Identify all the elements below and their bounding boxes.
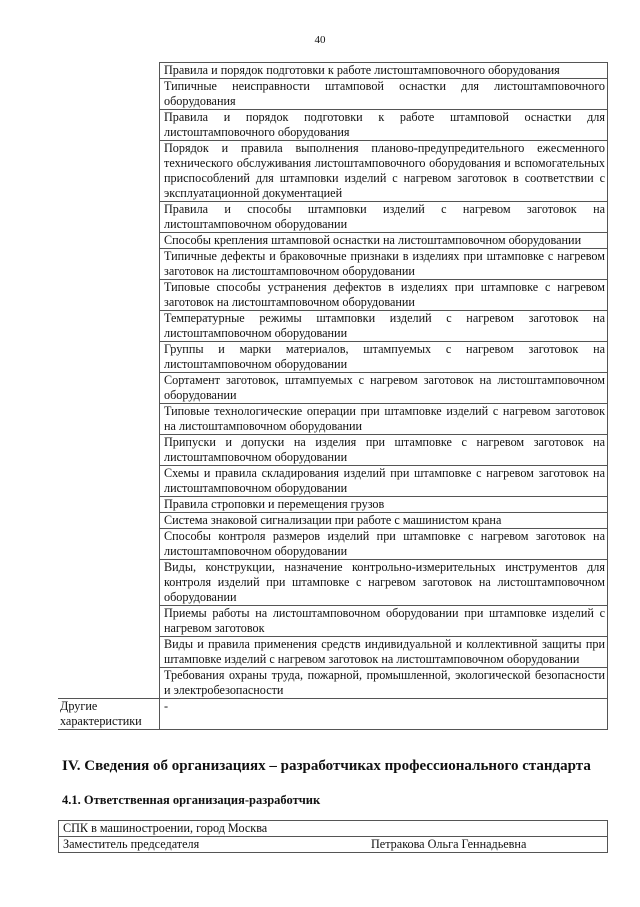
knowledge-table-body: [58, 63, 608, 730]
knowledge-label-cell: [58, 513, 160, 529]
knowledge-table: [58, 62, 608, 730]
knowledge-label-cell: [58, 202, 160, 233]
knowledge-item: Правила и порядок подготовки к работе штамповой оснастки для листоштамповочного оборудования: [160, 110, 608, 141]
subsection-heading: 4.1. Ответственная организация-разработчик: [62, 793, 321, 807]
other-characteristics-value: -: [160, 699, 608, 730]
knowledge-label-cell: [58, 280, 160, 311]
knowledge-row: [58, 497, 608, 513]
page-number: 40: [314, 34, 326, 46]
knowledge-item: Требования охраны труда, пожарной, промышленной, экологической безопасности и электробезопасности: [160, 668, 608, 699]
knowledge-row: [58, 79, 608, 110]
knowledge-label-cell: [58, 373, 160, 404]
knowledge-item: Типичные неисправности штамповой оснастки для листоштамповочного оборудования: [160, 79, 608, 110]
knowledge-label-cell: [58, 529, 160, 560]
knowledge-row: [58, 513, 608, 529]
knowledge-label-cell: [58, 79, 160, 110]
knowledge-item: Припуски и допуски на изделия при штамповке с нагревом заготовок на листоштамповочном оборудовании: [160, 435, 608, 466]
knowledge-label-cell: [58, 497, 160, 513]
knowledge-item: Виды и правила применения средств индивидуальной и коллективной защиты при штамповке изделий с нагревом заготовок на листоштамповочном оборудовании: [160, 637, 608, 668]
knowledge-row: [58, 466, 608, 497]
other-characteristics-row: [58, 699, 608, 730]
knowledge-row: [58, 435, 608, 466]
knowledge-item: Сортамент заготовок, штампуемых с нагревом заготовок на листоштамповочном оборудовании: [160, 373, 608, 404]
other-characteristics-label: Другие характеристики: [58, 699, 160, 730]
knowledge-item: Приемы работы на листоштамповочном оборудовании при штамповке изделий с нагревом заготовок: [160, 606, 608, 637]
signatory-name: Петракова Ольга Геннадьевна: [367, 837, 608, 853]
knowledge-label-cell: [58, 404, 160, 435]
knowledge-item: Температурные режимы штамповки изделий с нагревом заготовок на листоштамповочном оборудовании: [160, 311, 608, 342]
knowledge-row: [58, 606, 608, 637]
knowledge-row: [58, 668, 608, 699]
organization-table: [58, 820, 608, 853]
section-heading: IV. Сведения об организациях – разработчиках профессионального стандарта: [62, 758, 591, 774]
knowledge-item: Схемы и правила складирования изделий при штамповке с нагревом заготовок на листоштамповочном оборудовании: [160, 466, 608, 497]
knowledge-row: [58, 637, 608, 668]
knowledge-label-cell: [58, 342, 160, 373]
knowledge-item: Правила и способы штамповки изделий с нагревом заготовок на листоштамповочном оборудовании: [160, 202, 608, 233]
knowledge-label-cell: [58, 466, 160, 497]
signatory-position: Заместитель председателя: [59, 837, 368, 853]
knowledge-item: Способы контроля размеров изделий при штамповке с нагревом заготовок на листоштамповочном оборудовании: [160, 529, 608, 560]
organization-name: СПК в машиностроении, город Москва: [59, 821, 608, 837]
knowledge-label-cell: [58, 63, 160, 79]
knowledge-label-cell: [58, 560, 160, 606]
knowledge-label-cell: [58, 435, 160, 466]
knowledge-label-cell: [58, 668, 160, 699]
knowledge-row: [58, 373, 608, 404]
knowledge-row: [58, 110, 608, 141]
knowledge-label-cell: [58, 110, 160, 141]
knowledge-row: [58, 63, 608, 79]
knowledge-item: Виды, конструкции, назначение контрольно-измерительных инструментов для контроля изделий при штамповке с нагревом заготовок на листоштамповочном оборудовании: [160, 560, 608, 606]
knowledge-item: Правила и порядок подготовки к работе листоштамповочного оборудования: [160, 63, 608, 79]
knowledge-item: Типичные дефекты и браковочные признаки в изделиях при штамповке с нагревом заготовок на листоштамповочном оборудовании: [160, 249, 608, 280]
knowledge-item: Порядок и правила выполнения планово-предупредительного ежесменного технического обслуживания листоштамповочного оборудования и вспомогательных приспособлений для штамповки изделий с нагревом заготовок в соответствии с эксплуатационной документацией: [160, 141, 608, 202]
knowledge-item: Правила строповки и перемещения грузов: [160, 497, 608, 513]
knowledge-label-cell: [58, 249, 160, 280]
knowledge-row: [58, 202, 608, 233]
organization-name-row: [59, 821, 608, 837]
knowledge-label-cell: [58, 233, 160, 249]
knowledge-label-cell: [58, 606, 160, 637]
knowledge-row: [58, 249, 608, 280]
knowledge-item: Способы крепления штамповой оснастки на листоштамповочном оборудовании: [160, 233, 608, 249]
knowledge-label-cell: [58, 311, 160, 342]
knowledge-item: Типовые способы устранения дефектов в изделиях при штамповке с нагревом заготовок на листоштамповочном оборудовании: [160, 280, 608, 311]
knowledge-row: [58, 280, 608, 311]
knowledge-label-cell: [58, 141, 160, 202]
knowledge-item: Типовые технологические операции при штамповке изделий с нагревом заготовок на листоштамповочном оборудовании: [160, 404, 608, 435]
knowledge-row: [58, 404, 608, 435]
knowledge-row: [58, 141, 608, 202]
knowledge-row: [58, 342, 608, 373]
knowledge-item: Система знаковой сигнализации при работе с машинистом крана: [160, 513, 608, 529]
knowledge-item: Группы и марки материалов, штампуемых с нагревом заготовок на листоштамповочном оборудовании: [160, 342, 608, 373]
knowledge-row: [58, 529, 608, 560]
knowledge-row: [58, 233, 608, 249]
knowledge-label-cell: [58, 637, 160, 668]
knowledge-row: [58, 311, 608, 342]
signatory-row: [59, 837, 608, 853]
knowledge-row: [58, 560, 608, 606]
